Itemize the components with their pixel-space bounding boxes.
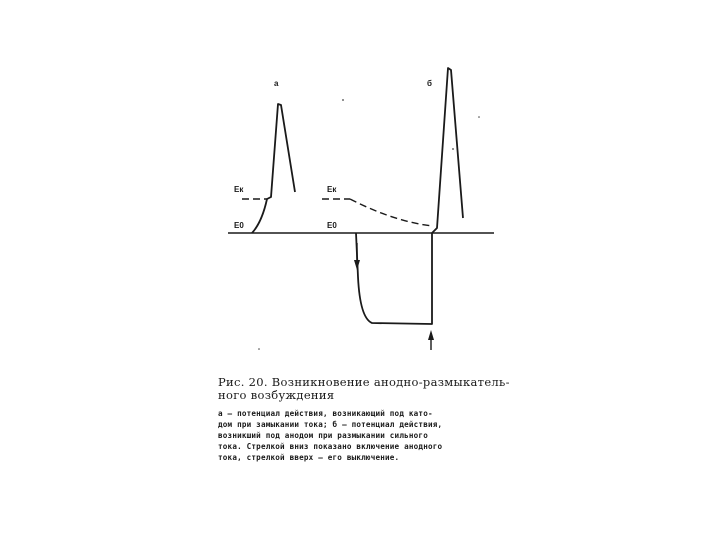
print-speck [452, 148, 454, 150]
action-potential-b-curve [432, 68, 463, 233]
figure-caption [218, 376, 514, 463]
current-on-arrow-icon [354, 243, 360, 270]
caption-body-line: тока, стрелкой вверх — его выключение. [218, 453, 400, 462]
left-rest-label: E0 [234, 221, 244, 230]
label-a: a [274, 79, 279, 88]
print-speck [478, 116, 480, 118]
anodal-hyperpolarization-curve [356, 233, 432, 324]
caption-body-line: а — потенциал действия, возникающий под като- [218, 409, 433, 418]
break-threshold-b-decay [350, 199, 433, 226]
current-off-arrow-icon [428, 330, 434, 350]
caption-title [218, 376, 514, 402]
print-speck [342, 99, 344, 101]
print-speck [258, 348, 260, 350]
right-threshold-label: Eк [327, 185, 337, 194]
label-b: б [427, 79, 432, 88]
caption-title-line: ного возбуждения [218, 388, 335, 402]
caption-body-line: дом при замыкании тока; б — потенциал действия, [218, 420, 443, 429]
left-threshold-label: Eк [234, 185, 244, 194]
right-rest-label: E0 [327, 221, 337, 230]
caption-body-line: возникший под анодом при размыкании сильного [218, 431, 428, 440]
caption-title-line: Рис. 20. Возникновение анодно-размыкатель- [218, 375, 510, 389]
caption-body-line: тока. Стрелкой вниз показано включение анодного [218, 442, 443, 451]
action-potential-a-curve [252, 104, 295, 233]
caption-body [218, 408, 514, 463]
